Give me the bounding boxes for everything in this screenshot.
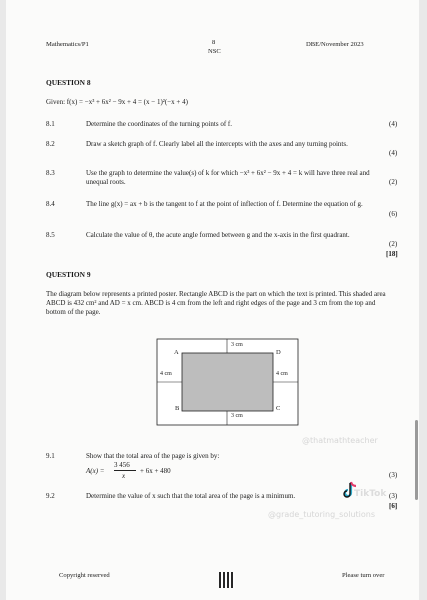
- footer-copyright: Copyright reserved: [59, 572, 110, 579]
- header-code: NSC: [208, 48, 221, 55]
- vertex-a-label: A: [174, 349, 179, 356]
- q8-given: Given: f(x) = −x³ + 6x² − 9x + 4 = (x − 1)²(−x + 4): [46, 98, 188, 106]
- q8-item-number: 8.2: [46, 140, 55, 148]
- formula-numerator: 3 456: [114, 461, 130, 469]
- q8-item-marks: (6): [389, 210, 398, 218]
- tiktok-logo-icon: [342, 481, 358, 504]
- header-page-number: 8: [212, 39, 216, 46]
- q9-total-marks: [6]: [389, 502, 398, 510]
- q8-item-marks: (4): [389, 120, 398, 128]
- q8-item-text: Use the graph to determine the value(s) of k for which −x³ + 6x² − 9x + 4 = k will have three real and unequal roots.: [86, 169, 370, 186]
- q8-title: QUESTION 8: [46, 78, 91, 87]
- q8-total-marks: [18]: [386, 250, 398, 258]
- q8-item-text: Draw a sketch graph of f. Clearly label all the intercepts with the axes and any turning points.: [86, 140, 348, 148]
- q9-item-text: Show that the total area of the page is given by:: [86, 452, 220, 460]
- top-margin-label: 3 cm: [231, 342, 243, 348]
- vertex-c-label: C: [276, 405, 281, 412]
- qr-code-icon: [219, 572, 235, 588]
- watermark-text: @thatmathteacher: [302, 436, 378, 445]
- q8-item-number: 8.3: [46, 169, 55, 177]
- q9-item-number: 9.2: [46, 492, 55, 500]
- q8-item-number: 8.4: [46, 200, 55, 208]
- q9-item-marks: (3): [389, 492, 398, 500]
- q9-item-number: 9.1: [46, 452, 55, 460]
- q8-item-number: 8.1: [46, 120, 55, 128]
- q9-intro: The diagram below represents a printed poster. Rectangle ABCD is the part on which the text is printed. This shaded area ABCD is 432 cm² and AD = x cm. ABCD is 4 cm from the left and right edges of the page and 3 cm from the top and bottom of the page.: [46, 290, 386, 316]
- poster-diagram: [156, 338, 299, 426]
- exam-page: [6, 0, 419, 600]
- scrollbar-thumb[interactable]: [415, 420, 418, 500]
- header-subject: Mathematics/P1: [46, 41, 89, 48]
- tiktok-watermark: TikTok: [354, 489, 387, 499]
- vertex-d-label: D: [276, 349, 281, 356]
- q8-item-text: Calculate the value of θ, the acute angle formed between g and the x-axis in the first quadrant.: [86, 231, 350, 239]
- left-margin-label: 4 cm: [160, 371, 172, 377]
- rectangle-abcd: [182, 353, 273, 411]
- footer-turn-over: Please turn over: [342, 572, 385, 579]
- q8-item-marks: (4): [389, 149, 398, 157]
- formula-rest: + 6x + 480: [140, 467, 171, 475]
- vertex-b-label: B: [175, 405, 180, 412]
- header-date: DBE/November 2023: [306, 41, 364, 48]
- q8-item-text: The line g(x) = ax + b is the tangent to f at the point of inflection of f. Determine the equation of g.: [86, 200, 363, 208]
- formula-lhs: A(x) =: [86, 467, 105, 475]
- q9-item-text: Determine the value of x such that the total area of the page is a minimum.: [86, 492, 296, 500]
- q8-item-text: Determine the coordinates of the turning points of f.: [86, 120, 232, 128]
- watermark-handle: @grade_tutoring_solutions: [268, 510, 376, 519]
- formula-fraction-bar: [114, 470, 136, 471]
- q8-item-number: 8.5: [46, 231, 55, 239]
- q9-title: QUESTION 9: [46, 270, 91, 279]
- formula-denominator: x: [122, 472, 126, 480]
- q8-item-marks: (2): [389, 178, 398, 186]
- q9-item-marks: (3): [389, 471, 398, 479]
- bottom-margin-label: 3 cm: [231, 413, 243, 419]
- right-margin-label: 4 cm: [276, 371, 288, 377]
- q8-item-marks: (2): [389, 240, 398, 248]
